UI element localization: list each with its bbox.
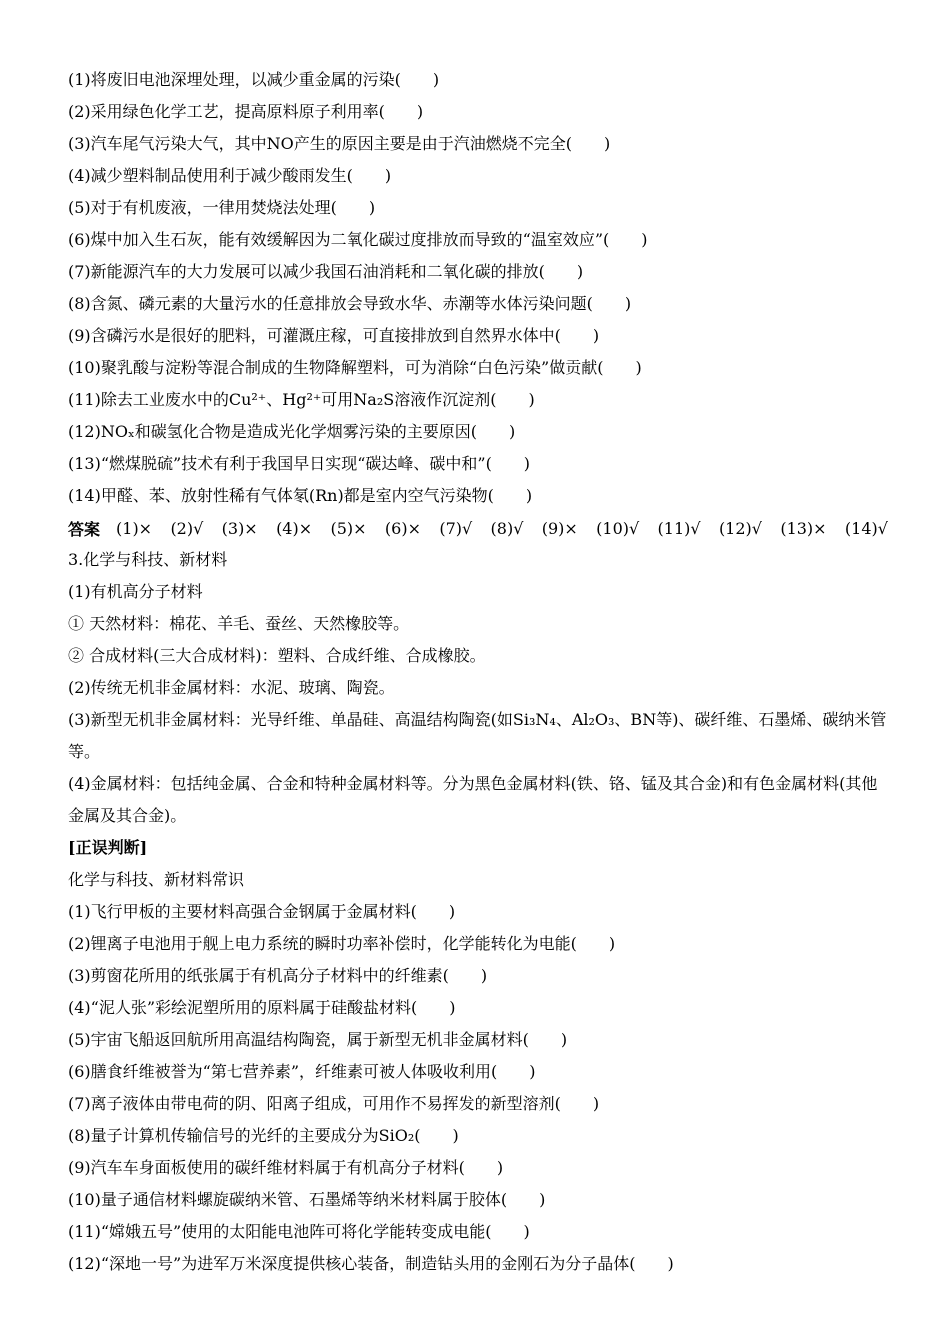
synthetic-materials: ② 合成材料(三大合成材料)：塑料、合成纤维、合成橡胶。: [68, 646, 486, 665]
answer-item: (1)×: [116, 518, 153, 538]
judge-item: (4)“泥人张”彩绘泥塑所用的原料属于硅酸盐材料( ): [68, 998, 456, 1017]
materials-section: [68, 544, 888, 832]
answer-item: (13)×: [780, 518, 827, 538]
judge-subheading: 化学与科技、新材料常识: [68, 870, 245, 889]
question-item: (12)NOₓ和碳氢化合物是造成光化学烟雾污染的主要原因( ): [68, 422, 516, 441]
answer-item: (5)×: [330, 518, 367, 538]
answer-item: (12)√: [718, 518, 762, 538]
answer-label: 答案: [68, 519, 101, 539]
question-item: (5)对于有机废液，一律用焚烧法处理( ): [68, 198, 376, 217]
judge-item: (5)宇宙飞船返回航所用高温结构陶瓷，属于新型无机非金属材料( ): [68, 1030, 568, 1049]
judge-item: (6)膳食纤维被誉为“第七营养素”，纤维素可被人体吸收利用( ): [68, 1062, 536, 1081]
answer-item: (4)×: [276, 518, 313, 538]
organic-materials: (1)有机高分子材料: [68, 582, 203, 601]
judge-item: (1)飞行甲板的主要材料高强合金钢属于金属材料( ): [68, 902, 456, 921]
judge-item: (11)“嫦娥五号”使用的太阳能电池阵可将化学能转变成电能( ): [68, 1222, 530, 1241]
answer-item: (14)√: [844, 518, 888, 538]
traditional-inorganic: (2)传统无机非金属材料：水泥、玻璃、陶瓷。: [68, 678, 395, 697]
new-inorganic: (3)新型无机非金属材料：光导纤维、单晶硅、高温结构陶瓷(如Si₃N₄、Al₂O₃、BN等)、碳纤维、石墨烯、碳纳米管等。: [68, 710, 887, 761]
question-item: (3)汽车尾气污染大气，其中NO产生的原因主要是由于汽油燃烧不完全( ): [68, 134, 611, 153]
answer-item: (8)√: [490, 518, 524, 538]
judge-item: (7)离子液体由带电荷的阴、阳离子组成，可用作不易挥发的新型溶剂( ): [68, 1094, 600, 1113]
judge-item: (3)剪窗花所用的纸张属于有机高分子材料中的纤维素( ): [68, 966, 488, 985]
question-item: (8)含氮、磷元素的大量污水的任意排放会导致水华、赤潮等水体污染问题( ): [68, 294, 632, 313]
answer-item: (7)√: [439, 518, 473, 538]
question-item: (9)含磷污水是很好的肥料，可灌溉庄稼，可直接排放到自然界水体中( ): [68, 326, 600, 345]
question-item: (1)将废旧电池深埋处理，以减少重金属的污染( ): [68, 70, 440, 89]
question-item: (4)减少塑料制品使用利于减少酸雨发生( ): [68, 166, 392, 185]
answer-item: (11)√: [657, 518, 701, 538]
answer-item: (3)×: [221, 518, 258, 538]
answer-item: (2)√: [170, 518, 204, 538]
judge-heading: [正误判断]: [68, 838, 148, 857]
answer-row: [68, 512, 888, 544]
answer-item: (6)×: [384, 518, 421, 538]
judge-item: (12)“深地一号”为进军万米深度提供核心装备，制造钻头用的金刚石为分子晶体( ): [68, 1254, 674, 1273]
question-item: (6)煤中加入生石灰，能有效缓解因为二氧化碳过度排放而导致的“温室效应”( ): [68, 230, 648, 249]
answer-item: (9)×: [541, 518, 578, 538]
question-item: (13)“燃煤脱硫”技术有利于我国早日实现“碳达峰、碳中和”( ): [68, 454, 531, 473]
section-title: 3.化学与科技、新材料: [68, 550, 228, 569]
question-item: (11)除去工业废水中的Cu²⁺、Hg²⁺可用Na₂S溶液作沉淀剂( ): [68, 390, 535, 409]
answer-item: (10)√: [596, 518, 640, 538]
judge-item: (9)汽车车身面板使用的碳纤维材料属于有机高分子材料( ): [68, 1158, 504, 1177]
answer-list: [116, 519, 888, 538]
question-item: (10)聚乳酸与淀粉等混合制成的生物降解塑料，可为消除“白色污染”做贡献( ): [68, 358, 642, 377]
natural-materials: ① 天然材料：棉花、羊毛、蚕丝、天然橡胶等。: [68, 614, 410, 633]
question-item: (14)甲醛、苯、放射性稀有气体氡(Rn)都是室内空气污染物( ): [68, 486, 533, 505]
judge-item: (2)锂离子电池用于舰上电力系统的瞬时功率补偿时，化学能转化为电能( ): [68, 934, 616, 953]
question-item: (2)采用绿色化学工艺，提高原料原子利用率( ): [68, 102, 424, 121]
judge-item: (8)量子计算机传输信号的光纤的主要成分为SiO₂( ): [68, 1126, 459, 1145]
question-item: (7)新能源汽车的大力发展可以减少我国石油消耗和二氧化碳的排放( ): [68, 262, 584, 281]
metal-materials: (4)金属材料：包括纯金属、合金和特种金属材料等。分为黑色金属材料(铁、铬、锰及其合金)和有色金属材料(其他金属及其合金)。: [68, 774, 878, 825]
judge-item: (10)量子通信材料螺旋碳纳米管、石墨烯等纳米材料属于胶体( ): [68, 1190, 546, 1209]
pollution-question-list: [68, 64, 888, 512]
document-page: [68, 64, 888, 1280]
judge-question-list: [68, 896, 888, 1280]
